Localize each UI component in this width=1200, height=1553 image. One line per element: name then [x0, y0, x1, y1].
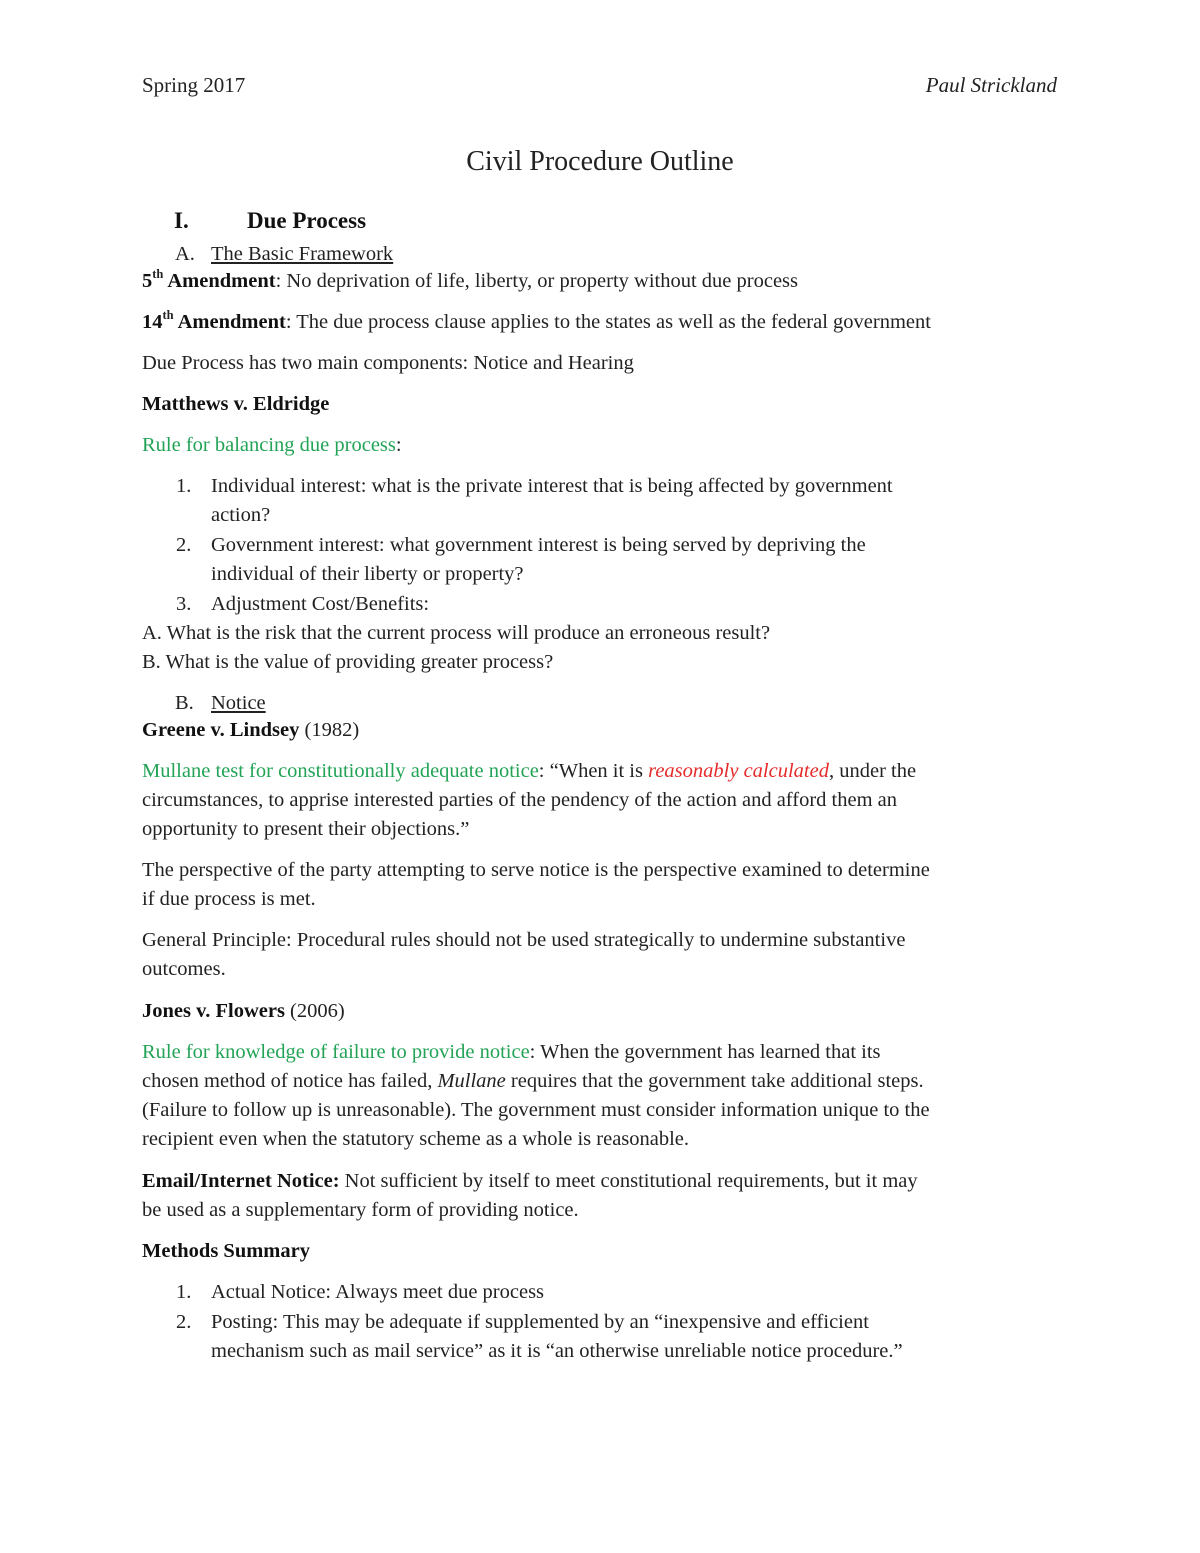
amendment-14-number: 14	[142, 311, 163, 333]
knowledge-text: (Failure to follow up is unreasonable). The government must consider information unique to the	[142, 1099, 930, 1121]
email-notice-text: be used as a supplementary form of providing notice.	[142, 1199, 579, 1221]
header-right: Paul Strickland	[925, 73, 1057, 97]
case-greene-year: (1982)	[299, 719, 360, 741]
knowledge-text: : When the government has learned that its	[529, 1041, 881, 1063]
principle-paragraph: General Principle: Procedural rules should not be used strategically to undermine substantive	[142, 929, 906, 951]
subsection-b-title: Notice	[211, 692, 266, 714]
subsection-a	[175, 242, 393, 266]
amendment-5-paragraph	[142, 269, 798, 293]
mullane-text: , under the	[828, 760, 917, 782]
case-matthews: Matthews v. Eldridge	[142, 393, 330, 415]
section-heading	[174, 207, 366, 235]
mullane-emphasis: reasonably calculated	[648, 760, 829, 782]
section-number: I.	[174, 208, 189, 233]
knowledge-line	[142, 1069, 924, 1093]
subsection-a-title: The Basic Framework	[211, 243, 394, 265]
case-jones-year: (2006)	[284, 1000, 345, 1022]
header-left: Spring 2017	[142, 73, 246, 97]
list-item-number: 2.	[176, 534, 192, 556]
email-notice	[142, 1169, 918, 1193]
mullane-rule	[142, 759, 916, 783]
methods-heading: Methods Summary	[142, 1240, 310, 1262]
list-item-number: 3.	[176, 593, 192, 615]
perspective-paragraph: The perspective of the party attempting to serve notice is the perspective examined to determine	[142, 859, 930, 881]
due-process-components: Due Process has two main components: Notice and Hearing	[142, 352, 634, 374]
amendment-14-text: : The due process clause applies to the states as well as the federal government	[285, 311, 931, 333]
list-item-text: Actual Notice: Always meet due process	[211, 1281, 545, 1303]
mullane-text: : “When it is	[538, 760, 649, 782]
email-notice-label: Email/Internet Notice:	[142, 1170, 340, 1192]
amendment-5-text: : No deprivation of life, liberty, or property without due process	[275, 270, 798, 292]
list-item-text: Government interest: what government interest is being served by depriving the	[211, 534, 866, 556]
list-item-text: action?	[211, 504, 271, 526]
amendment-5-suffix: th	[152, 267, 164, 282]
knowledge-text: chosen method of notice has failed,	[142, 1070, 438, 1092]
list-item-text: Individual interest: what is the private interest that is being affected by government	[211, 475, 893, 497]
list-item-text: Adjustment Cost/Benefits:	[211, 593, 430, 615]
subsection-b	[175, 691, 266, 715]
case-greene	[142, 718, 359, 742]
adjustment-subitem: B. What is the value of providing greater process?	[142, 651, 554, 673]
email-notice-text: Not sufficient by itself to meet constitutional requirements, but it may	[339, 1170, 918, 1192]
knowledge-mullane: Mullane	[437, 1070, 506, 1092]
case-jones-name: Jones v. Flowers	[142, 1000, 285, 1022]
amendment-14-suffix: th	[162, 308, 174, 323]
case-greene-name: Greene v. Lindsey	[142, 719, 300, 741]
amendment-14-label: Amendment	[173, 311, 286, 333]
amendment-5-number: 5	[142, 270, 153, 292]
adjustment-subitem: A. What is the risk that the current process will produce an erroneous result?	[142, 622, 771, 644]
knowledge-rule	[142, 1040, 881, 1064]
balancing-rule-colon: :	[395, 434, 402, 456]
list-item-number: 1.	[176, 475, 192, 497]
principle-paragraph: outcomes.	[142, 958, 226, 980]
amendment-5-label: Amendment	[163, 270, 276, 292]
subsection-b-label: B.	[175, 692, 194, 714]
amendment-14-paragraph	[142, 310, 931, 334]
mullane-text: circumstances, to apprise interested parties of the pendency of the action and afford them an	[142, 789, 897, 811]
mullane-rule-label: Mullane test for constitutionally adequate notice	[142, 760, 539, 782]
subsection-a-label: A.	[175, 243, 195, 265]
list-item-text: individual of their liberty or property?	[211, 563, 524, 585]
mullane-text: opportunity to present their objections.”	[142, 818, 470, 840]
perspective-paragraph: if due process is met.	[142, 888, 316, 910]
list-item-text: Posting: This may be adequate if supplemented by an “inexpensive and efficient	[211, 1311, 869, 1333]
list-item-number: 1.	[176, 1281, 192, 1303]
list-item-number: 2.	[176, 1311, 192, 1333]
section-label: Due Process	[247, 208, 367, 233]
case-jones	[142, 999, 345, 1023]
balancing-rule-label: Rule for balancing due process	[142, 434, 396, 456]
balancing-rule	[142, 433, 402, 457]
knowledge-text: requires that the government take additional steps.	[505, 1070, 924, 1092]
knowledge-rule-label: Rule for knowledge of failure to provide notice	[142, 1041, 530, 1063]
list-item-text: mechanism such as mail service” as it is “an otherwise unreliable notice procedure.”	[211, 1340, 903, 1362]
page-title: Civil Procedure Outline	[466, 146, 734, 177]
knowledge-text: recipient even when the statutory scheme as a whole is reasonable.	[142, 1128, 690, 1150]
